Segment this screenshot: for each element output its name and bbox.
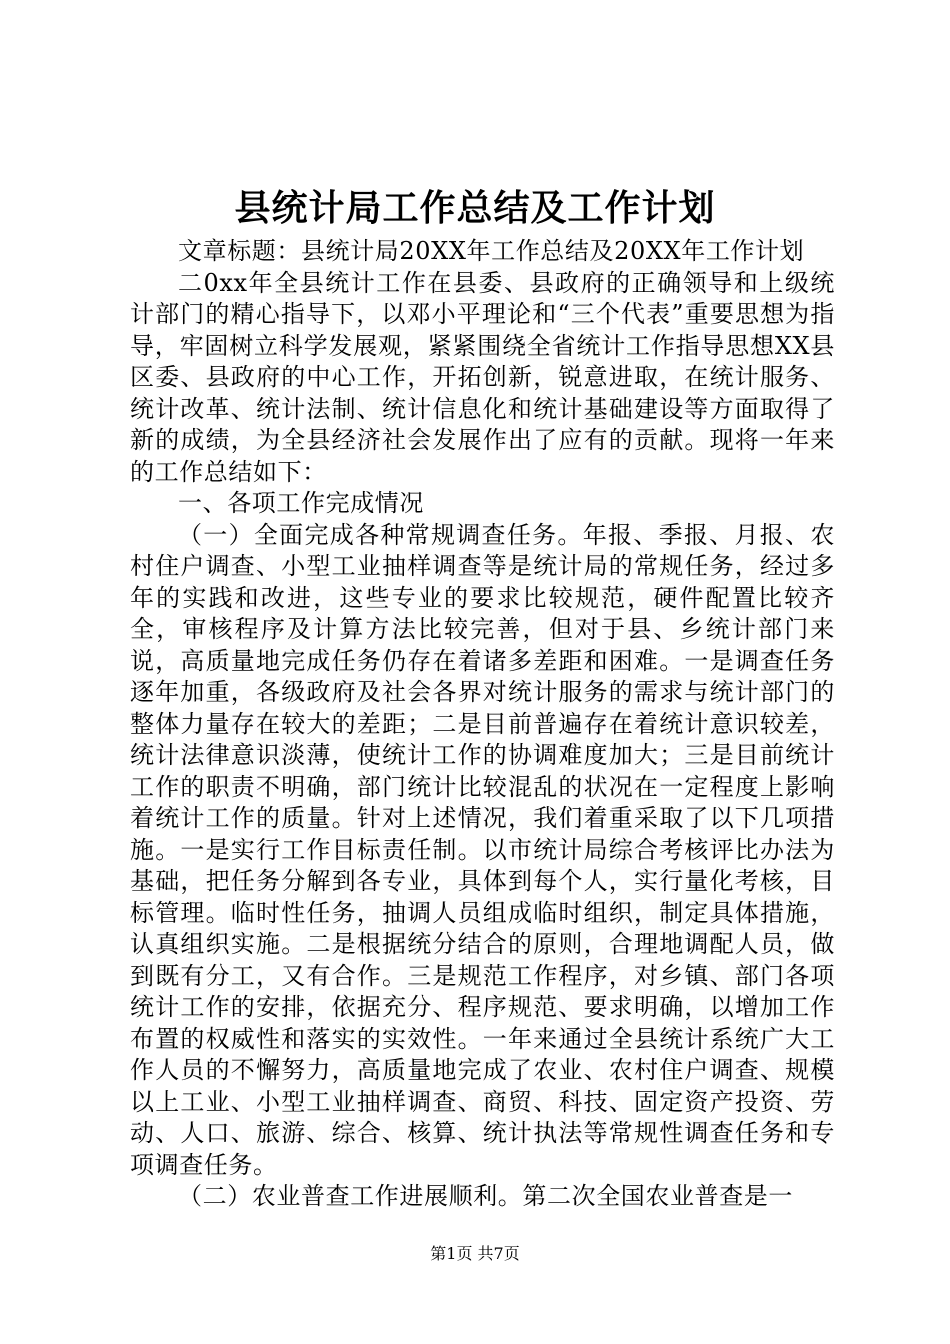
subsection-1-paragraph: （一）全面完成各种常规调查任务。年报、季报、月报、农村住户调查、小型工业抽样调查等是统计局的常规任务，经过多年的实践和改进，这些专业的要求比较规范，硬件配置比较齐全，审核程序及计算方法比较完善，但对于县、乡统计部门来说，高质量地完成任务仍存在着诸多差距和困难。一是调查任务逐年加重，各级政府及社会各界对统计服务的需求与统计部门的整体力量存在较大的差距；二是目前普遍存在着统计意识较差，统计法律意识淡薄，使统计工作的协调难度加大；三是目前统计工作的职责不明确，部门统计比较混乱的状况在一定程度上影响着统计工作的质量。针对上述情况，我们着重采取了以下几项措施。一是实行工作目标责任制。以市统计局综合考核评比办法为基础，把任务分解到各专业，具体到每个人，实行量化考核，目标管理。临时性任务，抽调人员组成临时组织，制定具体措施，认真组织实施。二是根据统分结合的原则，合理地调配人员，做到既有分工，又有合作。三是规范工作程序，对乡镇、部门各项统计工作的安排，依据充分、程序规范、要求明确，以增加工作布置的权威性和落实的实效性。一年来通过全县统计系统广大工作人员的不懈努力，高质量地完成了农业、农村住户调查、规模以上工业、小型工业抽样调查、商贸、科技、固定资产投资、劳动、人口、旅游、综合、核算、统计执法等常规性调查任务和专项调查任务。 [130, 520, 835, 1179]
document-body [130, 236, 835, 1213]
subsection-2-paragraph: （二）农业普查工作进展顺利。第二次全国农业普查是一 [178, 1182, 793, 1210]
page-footer: 第1页 共7页 [430, 1244, 520, 1263]
document-title: 县统计局工作总结及工作计划 [234, 187, 716, 229]
section-heading: 一、各项工作完成情况 [178, 489, 424, 517]
article-title-line: 文章标题：县统计局20XX年工作总结及20XX年工作计划 [178, 237, 805, 265]
intro-paragraph: 二0xx年全县统计工作在县委、县政府的正确领导和上级统计部门的精心指导下，以邓小平理论和“三个代表”重要思想为指导，牢固树立科学发展观，紧紧围绕全省统计工作指导思想XX县区委、县政府的中心工作，开拓创新，锐意进取，在统计服务、统计改革、统计法制、统计信息化和统计基础建设等方面取得了新的成绩，为全县经济社会发展作出了应有的贡献。现将一年来的工作总结如下： [130, 268, 835, 486]
